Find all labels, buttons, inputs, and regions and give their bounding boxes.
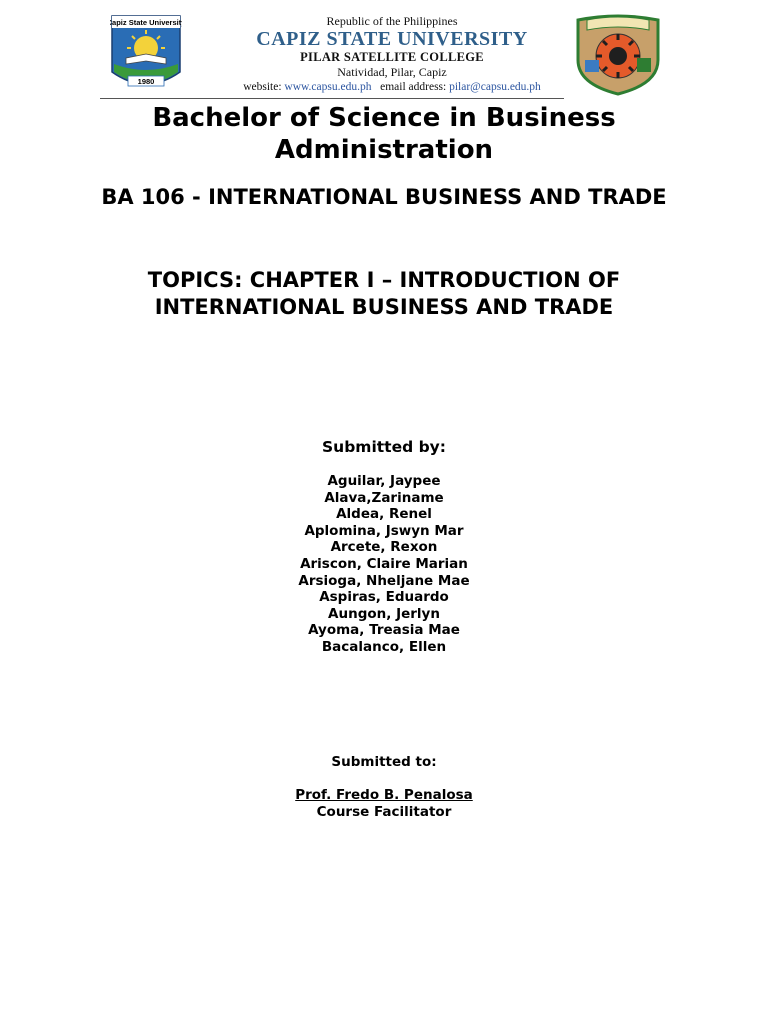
college-address: Natividad, Pilar, Capiz — [337, 65, 447, 79]
facilitator-name-text: Prof. Fredo B. Penalosa — [295, 787, 473, 803]
republic-line: Republic of the Philippines — [326, 14, 458, 28]
university-seal-logo — [110, 14, 182, 94]
list-item: Arsioga, Nheljane Mae — [298, 572, 470, 589]
svg-text:1980: 1980 — [137, 77, 155, 86]
list-item: Bacalanco, Ellen — [321, 638, 447, 655]
list-item: Aungon, Jerlyn — [328, 605, 440, 622]
submitter-list — [184, 473, 584, 656]
list-item: Ayoma, Treasia Mae — [308, 622, 460, 639]
svg-text:Capiz State University: Capiz State University — [110, 18, 182, 27]
list-item: Aguilar, Jaypee — [327, 473, 441, 489]
header-divider — [100, 98, 564, 99]
facilitator-name — [184, 787, 584, 804]
list-item: Ariscon, Claire Marian — [300, 555, 468, 572]
website-link[interactable]: www.capsu.edu.ph — [284, 81, 372, 93]
list-item: Alava,Zariname — [324, 489, 444, 506]
email-label: email address: — [380, 81, 447, 93]
letterhead — [222, 14, 562, 95]
website-label: website: — [243, 81, 282, 93]
college-seal-logo — [575, 14, 661, 96]
topics-title: TOPICS: CHAPTER I – INTRODUCTION OF INTERNATIONAL BUSINESS AND TRADE — [147, 268, 621, 319]
degree-title: Bachelor of Science in Business Administration — [152, 103, 616, 165]
list-item: Aspiras, Eduardo — [319, 589, 449, 606]
list-item: Arcete, Rexon — [330, 539, 438, 556]
university-name: CAPIZ STATE UNIVERSITY — [256, 28, 528, 50]
submitted-by-label: Submitted by: — [322, 438, 446, 456]
facilitator-role: Course Facilitator — [316, 804, 452, 820]
college-name: PILAR SATELLITE COLLEGE — [300, 50, 484, 64]
list-item: Aldea, Renel — [336, 506, 432, 523]
list-item: Aplomina, Jswyn Mar — [304, 522, 464, 539]
contact-line — [222, 80, 562, 95]
course-title: BA 106 - INTERNATIONAL BUSINESS AND TRADE — [101, 185, 667, 209]
email-link[interactable]: pilar@capsu.edu.ph — [449, 81, 541, 93]
submitted-to-label: Submitted to: — [331, 754, 437, 770]
